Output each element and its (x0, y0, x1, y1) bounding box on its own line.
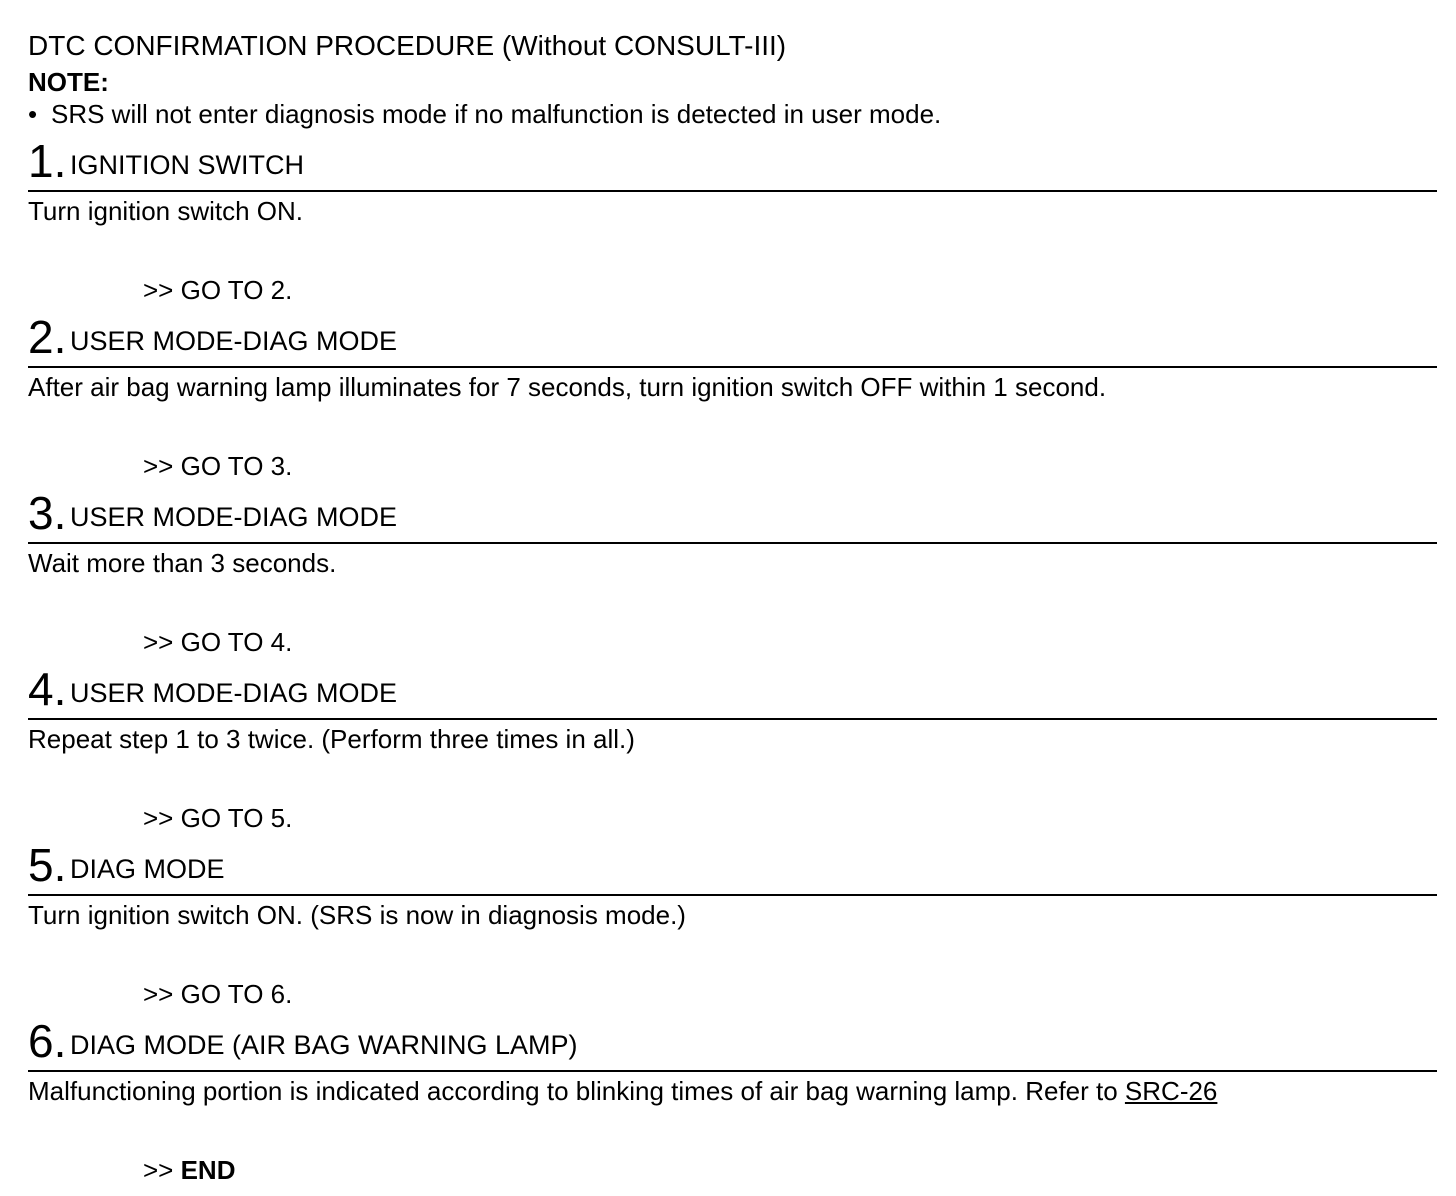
reference-link[interactable]: SRC-26 (1124, 1076, 1218, 1106)
step-number: 5. (28, 839, 67, 891)
goto-arrow: >> (143, 803, 181, 833)
goto-step-6 (143, 977, 292, 1011)
step-number: 3. (28, 487, 67, 539)
step-header (28, 311, 1437, 368)
goto-step-2 (143, 273, 292, 307)
note-text: SRS will not enter diagnosis mode if no malfunction is detected in user mode. (51, 99, 942, 129)
step-2 (28, 311, 1437, 404)
step-number: 2. (28, 311, 67, 363)
step-body: Wait more than 3 seconds. (28, 548, 337, 578)
goto-label: GO TO 6. (180, 979, 293, 1009)
page-title: DTC CONFIRMATION PROCEDURE (Without CONSULT-III) (28, 30, 787, 61)
step-number: 6. (28, 1015, 67, 1067)
step-body: Turn ignition switch ON. (SRS is now in diagnosis mode.) (28, 900, 686, 930)
step-number: 4. (28, 663, 67, 715)
step-header (28, 487, 1437, 544)
step-title: DIAG MODE (AIR BAG WARNING LAMP) (70, 1030, 578, 1060)
goto-arrow: >> (143, 979, 181, 1009)
goto-arrow: >> (143, 627, 181, 657)
step-6 (28, 1015, 1437, 1108)
step-number: 1. (28, 135, 67, 187)
note-item (28, 97, 941, 131)
goto-label: END (180, 1155, 236, 1185)
goto-arrow: >> (143, 451, 181, 481)
goto-end (143, 1153, 236, 1187)
step-body: Repeat step 1 to 3 twice. (Perform three times in all.) (28, 724, 635, 754)
step-3 (28, 487, 1437, 580)
note-label: NOTE: (28, 67, 109, 97)
goto-label: GO TO 4. (180, 627, 293, 657)
goto-label: GO TO 5. (180, 803, 293, 833)
step-body: After air bag warning lamp illuminates for 7 seconds, turn ignition switch OFF within 1 second. (28, 372, 1107, 402)
goto-label: GO TO 2. (180, 275, 293, 305)
step-header (28, 135, 1437, 192)
step-body-text: Malfunctioning portion is indicated according to blinking times of air bag warning lamp. Refer to (28, 1076, 1125, 1106)
goto-arrow: >> (143, 275, 181, 305)
goto-step-5 (143, 801, 292, 835)
step-5 (28, 839, 1437, 932)
step-title: DIAG MODE (70, 854, 225, 884)
step-4 (28, 663, 1437, 756)
step-title: IGNITION SWITCH (70, 150, 304, 180)
step-body (28, 1074, 1437, 1108)
step-header (28, 1015, 1437, 1072)
step-body: Turn ignition switch ON. (28, 196, 304, 226)
step-title: USER MODE-DIAG MODE (70, 678, 398, 708)
step-title: USER MODE-DIAG MODE (70, 502, 398, 532)
goto-arrow: >> (143, 1155, 181, 1185)
step-header (28, 839, 1437, 896)
goto-step-4 (143, 625, 292, 659)
step-title: USER MODE-DIAG MODE (70, 326, 398, 356)
bullet-icon: • (28, 99, 38, 129)
step-header (28, 663, 1437, 720)
goto-step-3 (143, 449, 292, 483)
goto-label: GO TO 3. (180, 451, 293, 481)
step-1 (28, 135, 1437, 228)
